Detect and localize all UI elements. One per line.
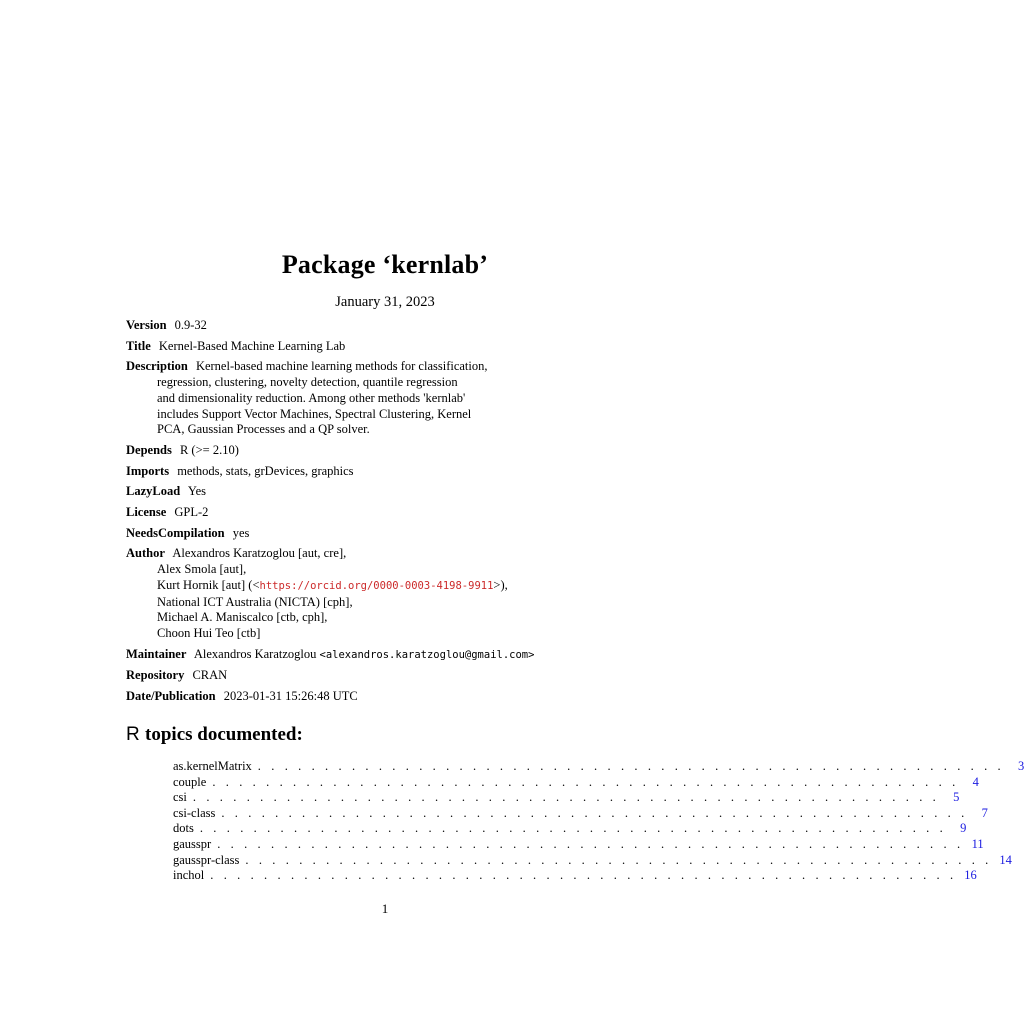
toc-entry[interactable] [173, 759, 1024, 775]
maintainer-name: Alexandros Karatzoglou [193, 646, 317, 661]
field-depends [126, 443, 646, 459]
toc-entry-name: csi-class [173, 805, 216, 820]
toc-entry-name: couple [173, 774, 207, 789]
author-line [126, 578, 646, 595]
toc-leader-dots: . . . . . . . . . . . . . . . . . . . . . . . . . . . . . . . . . . . . . . . . . . . . . . . . . . . . . . . . [245, 852, 992, 867]
toc-entry-name: dots [173, 821, 194, 836]
toc-page-link[interactable]: 3 [1018, 759, 1024, 773]
field-value: methods, stats, grDevices, graphics [177, 463, 354, 478]
field-label: LazyLoad [126, 484, 181, 499]
toc-leader-dots: . . . . . . . . . . . . . . . . . . . . . . . . . . . . . . . . . . . . . . . . . . . . . . . . . . . . . . . . [217, 836, 964, 851]
author-line: Alexandros Karatzoglou [aut, cre], [172, 546, 347, 561]
toc-entry-name: gausspr [173, 836, 212, 851]
field-title [126, 339, 646, 355]
field-label: License [126, 505, 167, 520]
toc-page-link[interactable]: 14 [999, 852, 1012, 867]
field-needscompilation [126, 526, 646, 542]
field-label: Repository [126, 668, 185, 683]
author-line: Choon Hui Teo [ctb] [157, 625, 261, 640]
toc-entry-name: inchol [173, 868, 205, 883]
toc-leader-dots: . . . . . . . . . . . . . . . . . . . . . . . . . . . . . . . . . . . . . . . . . . . . . . . . . . . . . . . . [192, 790, 940, 805]
toc-leader-dots: . . . . . . . . . . . . . . . . . . . . . . . . . . . . . . . . . . . . . . . . . . . . . . . . . . . . . . . . [210, 868, 957, 883]
field-label: Maintainer [126, 646, 187, 661]
toc-heading-text: topics documented: [145, 724, 303, 745]
toc-leader-dots: . . . . . . . . . . . . . . . . . . . . . . . . . . . . . . . . . . . . . . . . . . . . . . . . . . . . . . . . [212, 774, 959, 789]
description-line: includes Support Vector Machines, Spectral Clustering, Kernel [157, 406, 472, 421]
author-text: >), [493, 577, 508, 592]
toc-entry-name: gausspr-class [173, 852, 240, 867]
field-value: yes [232, 525, 250, 540]
field-label: Description [126, 359, 188, 374]
field-label: Date/Publication [126, 689, 216, 704]
field-value: CRAN [192, 668, 228, 683]
toc-entry[interactable] [173, 852, 1012, 869]
field-repository [126, 668, 646, 684]
toc-entry[interactable] [173, 774, 979, 791]
package-title: Package ‘kernlab’ [281, 250, 489, 279]
page-number: 1 [381, 901, 389, 916]
field-version [126, 318, 646, 334]
toc-page-link[interactable]: 16 [964, 868, 977, 883]
author-line: Michael A. Maniscalco [ctb, cph], [157, 610, 328, 625]
toc-leader-dots: . . . . . . . . . . . . . . . . . . . . . . . . . . . . . . . . . . . . . . . . . . . . . . . . . . . . . . . . [257, 759, 1005, 773]
field-description [126, 359, 646, 438]
toc-page-link[interactable]: 7 [981, 805, 988, 820]
field-value: 2023-01-31 15:26:48 UTC [223, 689, 358, 704]
author-line: Alex Smola [aut], [157, 562, 247, 577]
field-imports [126, 464, 646, 480]
toc-heading [126, 724, 303, 746]
field-value: Yes [187, 484, 207, 499]
field-lazyload [126, 484, 646, 500]
field-label: Imports [126, 463, 170, 478]
toc-page-link[interactable]: 11 [971, 836, 984, 851]
field-date-publication [126, 689, 646, 705]
author-line: National ICT Australia (NICTA) [cph], [157, 594, 353, 609]
field-value: Kernel-Based Machine Learning Lab [158, 338, 346, 353]
toc-entry-name: as.kernelMatrix [173, 759, 252, 773]
package-fields [126, 318, 646, 710]
field-author [126, 546, 646, 641]
orcid-link[interactable]: https://orcid.org/0000-0003-4198-9911 [259, 579, 494, 592]
toc-entry-name: csi [173, 790, 187, 805]
toc-entry[interactable] [173, 805, 988, 822]
toc-page-link[interactable]: 5 [953, 790, 960, 805]
toc-page-link[interactable]: 4 [972, 774, 979, 789]
toc-leader-dots: . . . . . . . . . . . . . . . . . . . . . . . . . . . . . . . . . . . . . . . . . . . . . . . . . . . . . . . . [221, 805, 968, 820]
field-value: R (>= 2.10) [179, 442, 239, 457]
table-of-contents [173, 759, 1024, 884]
field-label: Title [126, 338, 151, 353]
field-label: NeedsCompilation [126, 525, 225, 540]
field-label: Version [126, 318, 167, 332]
field-license [126, 505, 646, 521]
toc-entry[interactable] [173, 821, 967, 837]
field-label: Depends [126, 442, 172, 457]
description-line: and dimensionality reduction. Among other methods 'kernlab' [157, 390, 466, 405]
toc-entry[interactable] [173, 790, 960, 806]
field-value: 0.9-32 [174, 318, 207, 332]
field-label: Author [126, 546, 165, 561]
description-line: Kernel-based machine learning methods for classification, [195, 359, 488, 374]
toc-entry[interactable] [173, 868, 977, 884]
toc-heading-prefix: R [126, 724, 140, 745]
toc-page-link[interactable]: 9 [960, 821, 967, 836]
toc-leader-dots: . . . . . . . . . . . . . . . . . . . . . . . . . . . . . . . . . . . . . . . . . . . . . . . . . . . . . . . . [199, 821, 947, 836]
author-text: Kurt Hornik [aut] (< [157, 577, 260, 592]
field-value: GPL-2 [174, 505, 209, 520]
toc-entry[interactable] [173, 836, 984, 853]
description-line: regression, clustering, novelty detection, quantile regression [157, 375, 458, 390]
maintainer-email: <alexandros.karatzoglou@gmail.com> [319, 648, 535, 661]
package-date: January 31, 2023 [335, 294, 435, 310]
description-line: PCA, Gaussian Processes and a QP solver. [157, 422, 370, 437]
field-maintainer [126, 647, 646, 664]
